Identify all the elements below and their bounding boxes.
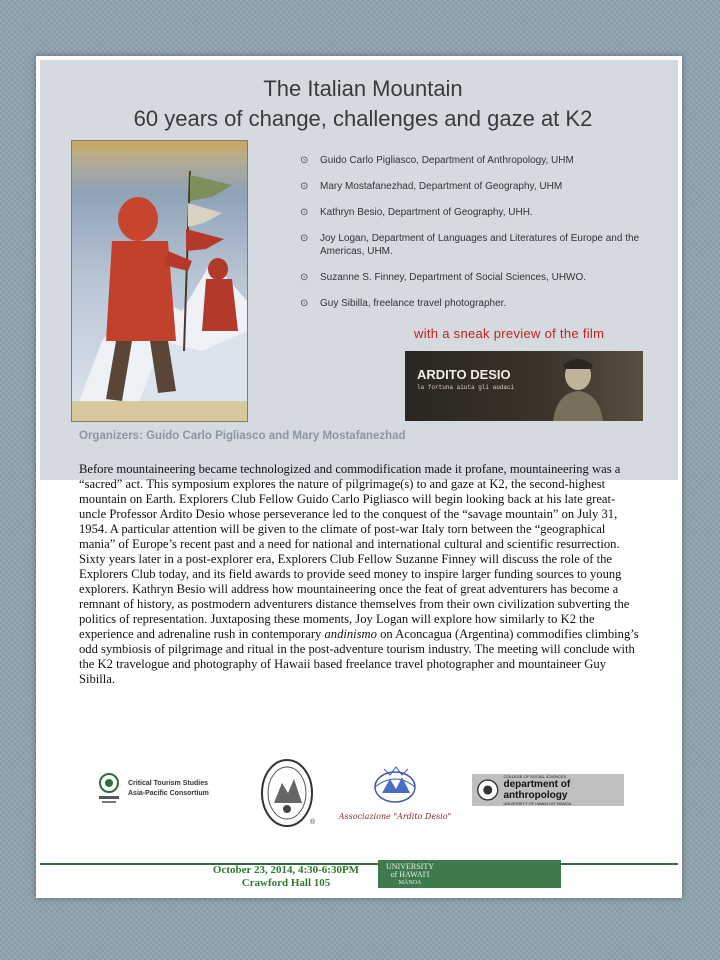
uh-emblem-icon: [476, 777, 500, 803]
sneak-preview-label: with a sneak preview of the film: [414, 326, 605, 341]
event-details: [186, 864, 386, 890]
registered-mark: ®: [310, 819, 316, 826]
speaker-text: Kathryn Besio, Department of Geography, UHH.: [320, 207, 533, 218]
speaker-item: [300, 297, 680, 310]
cts-name: Critical Tourism Studies: [128, 780, 208, 787]
header-panel: [40, 60, 678, 480]
cts-logo: [96, 772, 209, 806]
desio-association-logo: [330, 765, 460, 821]
speaker-item: [300, 271, 680, 284]
speaker-text: Mary Mostafanezhad, Department of Geography, UHM: [320, 181, 563, 192]
film-still: [405, 351, 643, 421]
title-line-1: The Italian Mountain: [263, 76, 463, 101]
description-paragraph: [79, 462, 639, 687]
speaker-text: Guido Carlo Pigliasco, Department of Anthropology, UHM: [320, 155, 574, 166]
university-label: UNIVERSITY OF HAWAI'I AT MĀNOA: [503, 801, 572, 806]
magazine-cover-illustration: [71, 140, 248, 422]
uh-line-3: MĀNOA: [398, 880, 422, 886]
desio-association-name: Associazione "Ardito Desio": [338, 812, 452, 821]
description-italic: andinismo: [324, 627, 377, 641]
speaker-item: [300, 180, 680, 193]
explorers-club-seal: [260, 757, 316, 836]
bullet-icon: ⊙: [300, 233, 309, 244]
bullet-icon: ⊙: [300, 181, 309, 192]
speaker-text: Guy Sibilla, freelance travel photographer.: [320, 298, 507, 309]
climbers-illustration: [72, 141, 247, 421]
uh-line-1: UNIVERSITY: [386, 862, 434, 871]
event-location: Crawford Hall 105: [241, 877, 331, 889]
film-title: ARDITO DESIO: [417, 367, 511, 382]
description-part-1: Before mountaineering became technologized and commodification made it profane, mountaineering was a “sacred” act. This symposium explores the nature of pilgrimage(s) to and gaze at K2, the second-highest mountain on Earth. Explorers Club Fellow Guido Carlo Pigliasco will begin looking back at his late great-uncle Professor Ardito Desio whose perseverance led to the conquest of the “savage mountain” on July 31, 1954. A particular attention will be given to the climate of post-war Italy torn between the “geographical mania” of Europe’s recent past and a need for national and international cultural and scientific resurrection. Sixty years later in a post-explorer era, Explorers Club Fellow Suzanne Finney will discuss the role of the Explorers Club today, and its field awards to provide seed money to inspire larger funding sources to young explorers. Kathryn Besio will address how mountaineering once the feat of great adventurers has become a remnant of history, as postmodern adventurers distance themselves from their own civilization subverting the politics of representation. Juxtaposing these moments, Joy Logan will explore how similarly to K2 the experience and adrenaline rush in contemporary: [79, 462, 630, 641]
globe-icon: [370, 765, 420, 805]
anthropology-department-logo: [472, 774, 624, 806]
university-logo: [378, 860, 561, 888]
organizers-line: Organizers: Guido Carlo Pigliasco and Mary Mostafanezhad: [79, 430, 406, 442]
uh-seal-icon: [96, 772, 122, 806]
description-part-2: on Aconcagua (Argentina) commodifies climbing’s odd symbiosis of pilgrimage and ritual in the post-adventure tourism industry. The meeting will conclude with the K2 travelogue and photography of Hawaii based freelance travel photographer and mountaineer Guy Sibilla.: [79, 627, 639, 686]
bullet-icon: ⊙: [300, 155, 309, 166]
bullet-icon: ⊙: [300, 298, 309, 309]
bullet-icon: ⊙: [300, 272, 309, 283]
speaker-list: [300, 154, 680, 323]
portrait-icon: [543, 355, 613, 421]
speaker-item: [300, 154, 680, 167]
explorers-seal-icon: [260, 757, 316, 831]
speaker-text: Suzanne S. Finney, Department of Social Sciences, UHWO.: [320, 272, 587, 283]
title-line-2: 60 years of change, challenges and gaze at K2: [133, 106, 593, 131]
event-date: October 23, 2014, 4:30-6:30PM: [212, 864, 360, 876]
poster: [36, 56, 682, 898]
speaker-text: Joy Logan, Department of Languages and Literatures of Europe and the Americas, UHM.: [320, 233, 640, 257]
department-name: department of anthropology: [503, 779, 571, 801]
cts-consortium: Asia-Pacific Consortium: [128, 790, 209, 797]
bullet-icon: ⊙: [300, 207, 309, 218]
college-label: COLLEGE OF SOCIAL SCIENCES: [503, 774, 567, 779]
uh-line-2: of HAWAI'I: [390, 870, 430, 879]
film-subtitle: la fortuna aiuta gli audaci: [417, 384, 515, 391]
speaker-item: [300, 206, 680, 219]
speaker-item: [300, 232, 680, 258]
